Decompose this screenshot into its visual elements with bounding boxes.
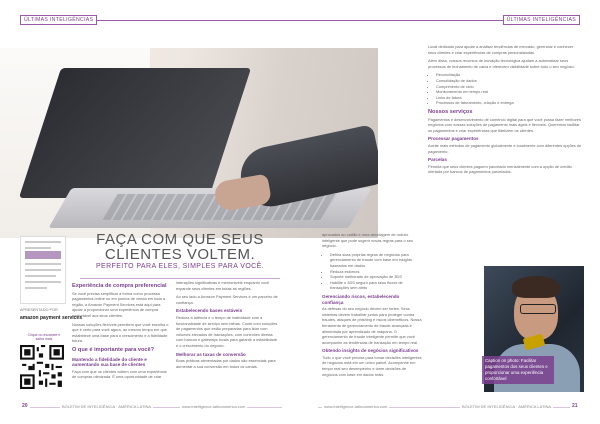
thumbnail-line <box>25 269 61 271</box>
paragraph: Aceite mais métodos de pagamento globalmente e localmente com diferentes opções de pagamento. <box>428 142 582 154</box>
paragraph: Permita que seus clientes paguem parcelado mensalmente com a opção de crédito ofertada por bancos de pagamentos parcelados. <box>428 163 572 175</box>
section-tag-right: ÚLTIMAS INTELIGÊNCIAS <box>503 15 580 25</box>
glasses-icon <box>520 304 556 314</box>
thumbnail-line <box>25 241 61 243</box>
thumbnail-line <box>25 247 51 249</box>
paragraph: Pagamentos e desenvolvimento de comércio digital para que você possa fazer melhores negócios com nossas soluções de pagamento mais ágeis e flexíveis. Queremos facilitar os pagamentos e criar experiências que fidelizem os clientes. <box>428 116 581 133</box>
article-title <box>80 232 280 262</box>
fraud-bullet-list <box>322 252 422 291</box>
article-column-4 <box>428 44 582 178</box>
hero-photo-laptop <box>0 48 378 238</box>
paragraph: Além disso, nossos recursos de inovação tecnológica ajudam a automatizar seus processos de fechamento de caixa e oferecem visibilidade sobre todo o seu negócio: <box>428 58 575 69</box>
footer-publication-left: BOLETIM DE INTELIGÊNCIA · AMÉRICA LATINA <box>62 404 152 409</box>
thumbnail-line <box>25 275 56 277</box>
paragraph: Local dedicado para ajudar a analisar tendências de mercado, gerenciar e conhecer seus clientes e criar experiências de compras personalizadas. <box>428 44 574 55</box>
thumbnail-line <box>25 287 47 289</box>
paragraph: Nossas soluções flexíveis permitem que você escolha o que é certo para você agora, ao mesmo tempo em que estabelece uma base para o crescimento e a fidelidade futura. <box>72 321 169 344</box>
article-subtitle: PERFEITO PARA ELES, SIMPLES PARA VOCÊ. <box>95 263 265 270</box>
paragraph: Se você precisa simplificar a forma como processa pagamentos online ou em pontos de venda em toda a região, a Amazon Payment Services está aqui para ajudar a proporcionar uma experiência de compra confortável aos seus clientes. <box>72 290 166 318</box>
heading-preferential: Experiência de compra preferencial <box>72 283 167 289</box>
photo-caption: Caption on photo: Facilitar pagamentos dos seus clientes e proporcionar uma experiência confortável <box>482 356 554 384</box>
footer-url-left[interactable]: www.intelligence-latinoamerica.com <box>182 404 246 409</box>
article-column-2 <box>176 280 280 372</box>
article-column-3 <box>322 232 422 380</box>
list-item: • Reduza estornos <box>330 269 422 275</box>
heading-process-payments: Processar pagamentos <box>428 136 479 142</box>
page-number-right: 21 <box>572 403 578 409</box>
hair <box>512 276 560 298</box>
laptop-screen <box>19 68 251 198</box>
paragraph: Boas práticas alimentadas por dados são essenciais para aumentar a sua conversão em todos os canais. <box>176 358 276 369</box>
presented-by-label: APRESENTADO POR <box>20 308 58 312</box>
paragraph: Ao seu lado a Amazon Payment Services é um parceiro de confiança. <box>176 294 278 305</box>
heading-loyalty: Mantendo a fidelidade do cliente e aumentando sua base de clientes <box>72 356 147 368</box>
qr-code-icon[interactable] <box>20 345 64 389</box>
list-item: • Habilite o 3DS seguro para seus fluxos de transações sem atrito <box>330 280 422 291</box>
list-item: • Monitoramento em tempo real <box>436 89 582 95</box>
report-thumbnail[interactable] <box>20 236 66 304</box>
paragraph: Faça com que os clientes voltem com uma experiência de compras otimizada. É uma oportunidade de criar <box>72 368 167 380</box>
paragraph: Tudo o que você precisa para tomar decisões inteligentes de negócios está em um único painel. Acompanhe em tempo real seu desempenho e tome decisões de negócios com base em dados reais. <box>322 354 422 377</box>
paragraph: As defesas do seu negócio devem ser fortes. Seus sistemas devem trabalhar juntos para proteger contra fraudes, ataques de phishing e riscos cibernéticos. Nossa ferramenta de gerenciamento de fraude avançada é alimentada por aprendizado de máquina. O gerenciamento de fraude inteligente permite que você acompanhe as tendências de transação em tempo real. <box>322 306 422 345</box>
services-bullet-list <box>428 72 582 106</box>
section-tag-left: ÚLTIMAS INTELIGÊNCIAS <box>20 15 97 25</box>
article-column-1 <box>72 280 172 383</box>
amazon-payment-logo[interactable]: amazon payment services <box>20 315 82 321</box>
list-item: • Reconciliação <box>436 72 582 78</box>
list-item: • Consolidação de dados <box>436 78 582 84</box>
title-line-2: CLIENTES VOLTEM. <box>104 246 256 263</box>
list-item: • Processos de faturamento, criação e entrega <box>436 100 582 106</box>
footer-publication-right: BOLETIM DE INTELIGÊNCIA · AMÉRICA LATINA <box>462 404 552 409</box>
heading-services: Nossos serviços <box>428 108 473 115</box>
list-item: • Cumprimento de ciclo <box>436 84 582 90</box>
paragraph: aprovados ao cartão e uma abordagem de rodízio inteligente que pode sugerir novas regras para o seu negócio. <box>322 232 414 249</box>
list-item: • Links de fatura <box>436 95 582 101</box>
heading-stable-base: Estabelecendo bases estáveis <box>176 308 243 314</box>
thumbnail-line <box>25 263 61 265</box>
heading-conversion: Melhorar as taxas de conversão <box>176 351 246 357</box>
title-line-1: FAÇA COM QUE SEUS <box>96 231 264 248</box>
thumbnail-line <box>25 281 61 283</box>
heading-insights: Obtendo insights de negócios significativos <box>322 348 419 354</box>
list-item: • Defina suas próprias regras de negócios para gerenciamento de fraude com base em insights baseados em dados <box>330 252 422 269</box>
list-item: • Suporte melhorado de aprovação de 3DS <box>330 274 422 280</box>
heading-risk: Gerenciando riscos, estabelecendo confiança <box>322 293 400 305</box>
page-number-left: 20 <box>22 403 28 409</box>
paragraph: Reduza a latência e o tempo de inatividade com a funcionalidade de serviço sem falhas. Conte com soluções de pagamentos que estão preparadas para lidar com volumes elevados de transações, com conexões diretas com bancos e gateways locais para garantir a estabilidade e o crescimento do negócio. <box>176 314 278 348</box>
scan-cta[interactable]: Clique ou escaneie e saiba mais <box>27 333 61 341</box>
subtitle-rule <box>80 278 280 279</box>
paragraph: interações significativas e memoráveis enquanto você expande seus clientes em todas as regiões. <box>176 280 270 291</box>
heading-installments: Parcelas <box>428 157 447 163</box>
heading-what-matters: O que é importante para você? <box>72 346 155 353</box>
thumbnail-block <box>25 251 61 259</box>
footer-url-right[interactable]: www.intelligence-latinoamerica.com <box>324 404 388 409</box>
